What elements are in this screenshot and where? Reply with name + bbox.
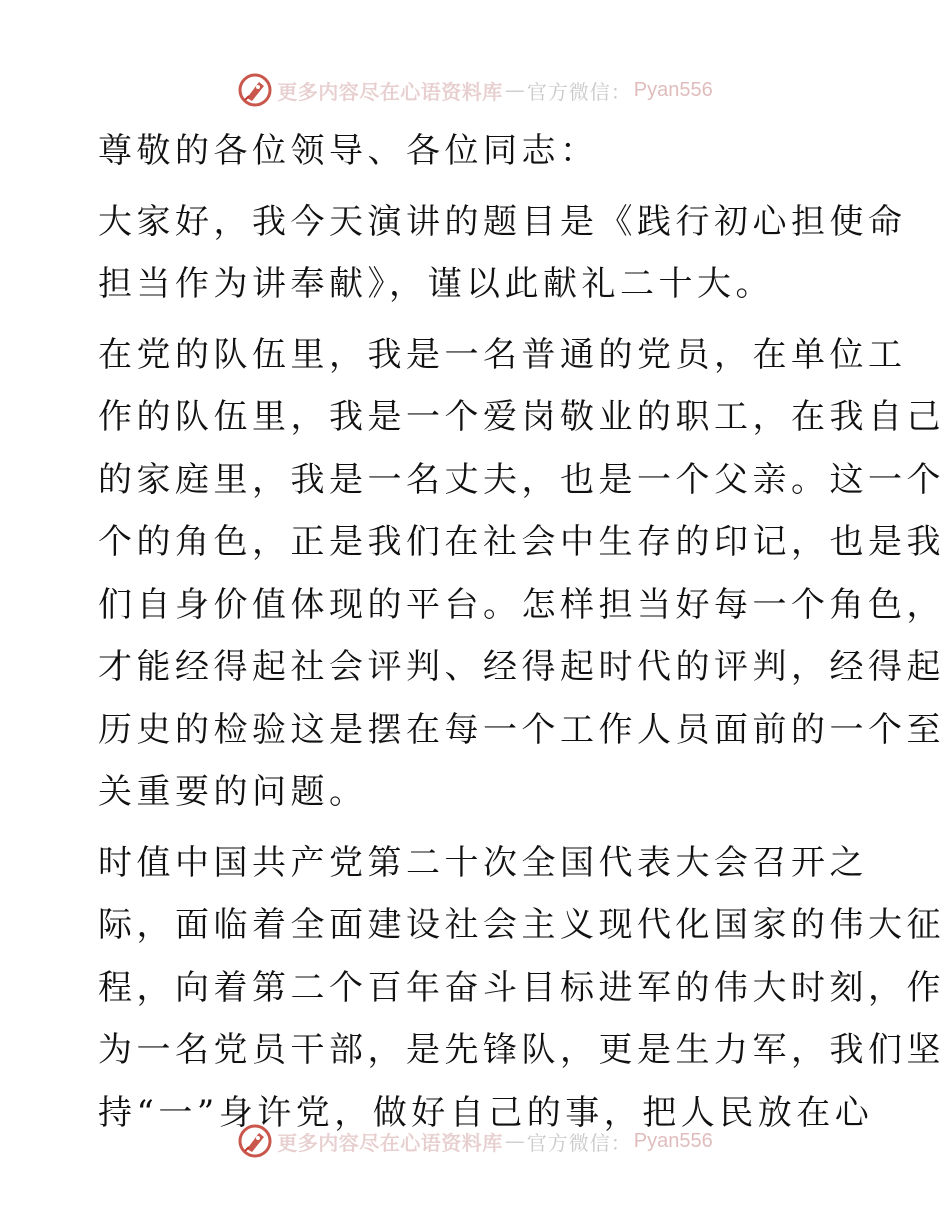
paragraph-line: 大家好，我今天演讲的题目是《践行初心担使命: [98, 201, 907, 242]
banner-official-label: 官方微信：: [526, 1130, 632, 1155]
paragraph-line: 程，向着第二个百年奋斗目标进军的伟大时刻，作: [98, 967, 945, 1008]
paragraph-line: 关重要的问题。: [98, 772, 368, 812]
banner-brand-text: 更多内容尽在心语资料库: [277, 1130, 503, 1155]
paragraph-congress: [98, 832, 945, 1145]
paragraph-line: 们自身价值体现的平台。怎样担当好每一个角色，: [98, 584, 945, 625]
salutation: [98, 120, 852, 183]
banner-separator: —: [504, 1129, 525, 1153]
paragraph-line: 持“一”身许党，做好自己的事，把人民放在心: [98, 1092, 874, 1133]
pen-nib-logo-icon: [237, 1123, 273, 1159]
paragraph-intro: [98, 191, 907, 316]
paragraph-line: 际，面临着全面建设社会主义现代化国家的伟大征: [98, 905, 945, 945]
banner-separator: —: [504, 78, 525, 102]
header-banner: [0, 70, 950, 110]
paragraph-roles: [98, 324, 945, 824]
speech-body: [98, 120, 945, 1144]
paragraph-line: 在党的队伍里，我是一名普通的党员，在单位工: [98, 334, 907, 375]
paragraph-line: 个的角色，正是我们在社会中生存的印记，也是我: [98, 522, 945, 562]
banner-wechat-id: Pyan556: [633, 78, 713, 101]
paragraph-line: 的家庭里，我是一名丈夫，也是一个父亲。这一个: [98, 459, 945, 500]
paragraph-line: 担当作为讲奉献》，谨以此献礼二十大。: [98, 264, 774, 304]
salutation-line: 尊敬的各位领导、各位同志：: [98, 131, 599, 171]
paragraph-line: 时值中国共产党第二十次全国代表大会召开之: [98, 842, 868, 883]
paragraph-line: 才能经得起社会评判、经得起时代的评判，经得起: [98, 647, 945, 687]
footer-banner: [0, 1121, 950, 1161]
paragraph-line: 历史的检验这是摆在每一个工作人员面前的一个至: [98, 709, 945, 750]
pen-nib-logo-icon: [237, 72, 273, 108]
banner-brand-text: 更多内容尽在心语资料库: [277, 79, 503, 104]
paragraph-line: 作的队伍里，我是一个爱岗敬业的职工，在我自己: [98, 397, 945, 437]
paragraph-line: 为一名党员干部，是先锋队，更是生力军，我们坚: [98, 1030, 945, 1070]
banner-wechat-id: Pyan556: [633, 1129, 713, 1152]
banner-official-label: 官方微信：: [526, 79, 632, 104]
